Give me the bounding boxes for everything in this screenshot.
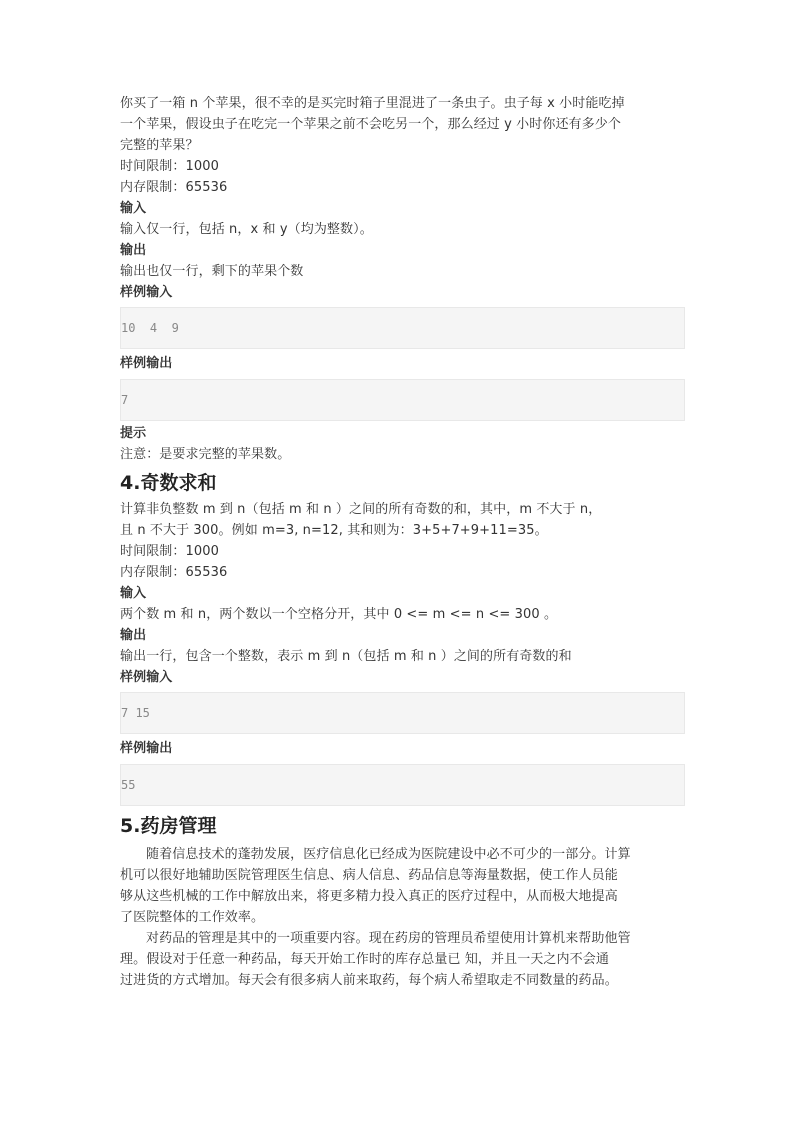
problem3-description-line-3: 完整的苹果？ — [120, 138, 199, 153]
problem4-sample-output-value: 55 — [121, 778, 136, 792]
problem3-memory-limit: 内存限制：65536 — [120, 180, 228, 195]
problem5-paragraph1-line-3: 够从这些机械的工作中解放出来，将更多精力投入真正的医疗过程中，从而极大地提高 — [120, 889, 618, 904]
problem3-sample-input-label: 样例输入 — [120, 285, 173, 300]
problem4-memory-limit: 内存限制：65536 — [120, 565, 228, 580]
problem3-input-label: 输入 — [120, 201, 147, 216]
problem5-title: 5.药房管理 — [120, 815, 217, 837]
problem5-paragraph1-line-4: 了医院整体的工作效率。 — [120, 910, 265, 925]
problem5-paragraph1-line-1: 随着信息技术的蓬勃发展，医疗信息化已经成为医院建设中必不可少的一部分。计算 — [146, 847, 631, 862]
problem5-paragraph2-line-3: 过进货的方式增加。每天会有很多病人前来取药，每个病人希望取走不同数量的药品。 — [120, 973, 618, 988]
problem4-time-limit: 时间限制：1000 — [120, 544, 219, 559]
problem4-sample-output-label: 样例输出 — [120, 741, 173, 756]
problem3-hint-label: 提示 — [120, 426, 147, 441]
problem3-description-line-2: 一个苹果，假设虫子在吃完一个苹果之前不会吃另一个，那么经过 y 小时你还有多少个 — [120, 117, 621, 132]
problem3-sample-output-block — [120, 379, 685, 421]
problem4-sample-input-value: 7 15 — [121, 706, 150, 720]
problem5-paragraph2-line-2: 理。假设对于任意一种药品，每天开始工作时的库存总量已 知，并且一天之内不会通 — [120, 952, 609, 967]
problem3-description-line-1: 你买了一箱 n 个苹果，很不幸的是买完时箱子里混进了一条虫子。虫子每 x 小时能吃掉 — [120, 96, 625, 111]
problem3-input-text: 输入仅一行，包括 n，x 和 y（均为整数）。 — [120, 222, 373, 237]
problem4-sample-input-block — [120, 692, 685, 734]
problem3-output-label: 输出 — [120, 243, 147, 258]
problem3-sample-output-label: 样例输出 — [120, 356, 173, 371]
problem4-input-label: 输入 — [120, 586, 147, 601]
problem5-paragraph1-line-2: 机可以很好地辅助医院管理医生信息、病人信息、药品信息等海量数据，使工作人员能 — [120, 868, 618, 883]
problem3-sample-input-value: 10 4 9 — [121, 321, 179, 335]
problem4-output-label: 输出 — [120, 628, 147, 643]
problem4-sample-input-label: 样例输入 — [120, 670, 173, 685]
problem4-output-text: 输出一行，包含一个整数，表示 m 到 n（包括 m 和 n ）之间的所有奇数的和 — [120, 649, 572, 664]
problem4-sample-output-block — [120, 764, 685, 806]
problem4-title: 4.奇数求和 — [120, 472, 217, 494]
problem3-time-limit: 时间限制：1000 — [120, 159, 219, 174]
problem3-sample-input-block — [120, 307, 685, 349]
problem5-paragraph2-line-1: 对药品的管理是其中的一项重要内容。现在药房的管理员希望使用计算机来帮助他管 — [146, 931, 631, 946]
problem3-sample-output-value: 7 — [121, 393, 129, 407]
problem3-hint-text: 注意：是要求完整的苹果数。 — [120, 447, 291, 462]
document-content — [120, 93, 685, 991]
problem4-description-line-2: 且 n 不大于 300。例如 m=3, n=12, 其和则为：3+5+7+9+11=35。 — [120, 523, 548, 538]
problem3-output-text: 输出也仅一行，剩下的苹果个数 — [120, 264, 304, 279]
problem4-description-line-1: 计算非负整数 m 到 n（包括 m 和 n ）之间的所有奇数的和，其中，m 不大于 n， — [120, 502, 602, 517]
problem4-input-text: 两个数 m 和 n，两个数以一个空格分开，其中 0 <= m <= n <= 300 。 — [120, 607, 558, 622]
